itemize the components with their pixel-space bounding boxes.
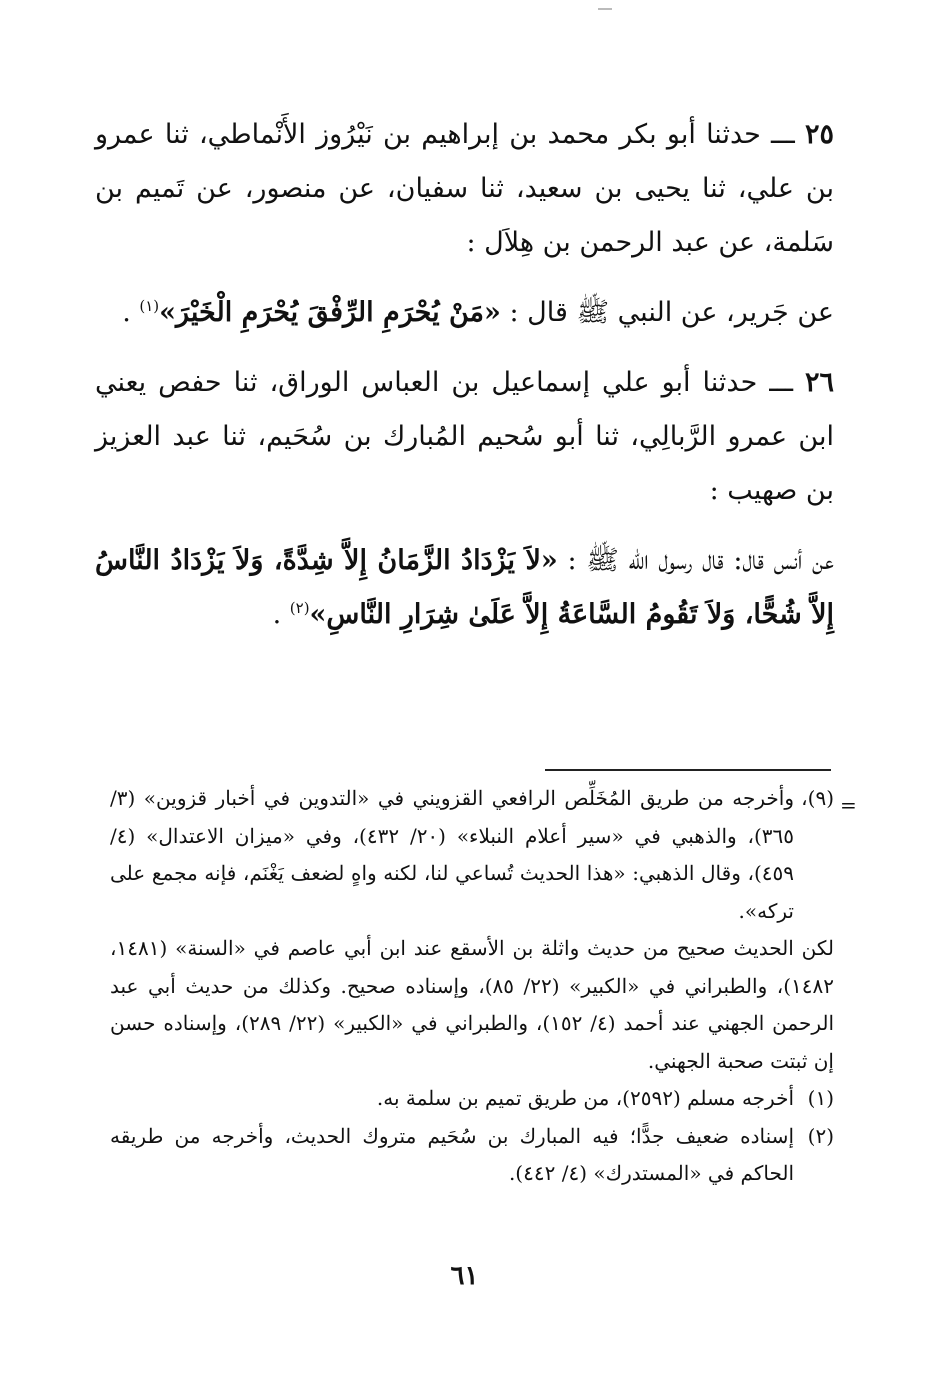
prophetic-text: «مَنْ يُحْرَمِ الرِّفْقَ يُحْرَمِ الْخَيْرَ» <box>159 297 501 328</box>
main-text <box>95 108 834 642</box>
sentence-end: . <box>272 599 290 630</box>
page-number: ٦١ <box>450 1261 479 1291</box>
matn-intro: عن أنس قال: قال رسول الله ﷺ : <box>557 545 834 576</box>
footnote-1 <box>110 1080 834 1118</box>
continuation-mark: = <box>840 793 857 817</box>
footnote-reference: (١) <box>139 297 160 315</box>
footnote-text: إسناده ضعيف جدًّا؛ فيه المبارك بن سُحَيم متروك الحديث، وأخرجه من طريقه الحاكم في «المستدرك» (٤/ ٤٤٢). <box>110 1123 794 1185</box>
footnote-text: أخرجه مسلم (٢٥٩٢)، من طريق تميم بن سلمة به. <box>376 1086 794 1110</box>
hadith-25-isnad <box>95 108 834 270</box>
footnote-continued-paragraph: لكن الحديث صحيح من حديث واثلة بن الأسقع عند ابن أبي عاصم في «السنة» (١٤٨١، ١٤٨٢)، والطبراني في «الكبير» (٢٢/ ٨٥)، وإسناده صحيح. وكذلك من حديث أبي عبد الرحمن الجهني عند أحمد (٤/ ١٥٢)، والطبراني في «الكبير» (٢٢/ ٢٨٩)، وإسناده حسن إن ثبتت صحبة الجهني. <box>110 936 834 1073</box>
isnad-text: ـــ حدثنا أبو بكر محمد بن إبراهيم بن نَيْرُوز الأَنْماطي، ثنا عمرو بن علي، ثنا يحيى بن سعيد، ثنا سفيان، عن منصور، عن تَميم بن سَلمة، عن عبد الرحمن بن هِلاَل : <box>95 119 834 258</box>
hadith-number: ٢٦ <box>804 367 834 398</box>
footnote-2 <box>110 1118 834 1193</box>
footnote-marker: (١) <box>807 1086 834 1110</box>
sentence-end: . <box>122 297 140 328</box>
footnote-continued <box>110 780 834 930</box>
footnote-marker: (٩)، <box>801 786 834 810</box>
hadith-26-isnad <box>95 356 834 518</box>
scan-mark <box>598 8 612 10</box>
prophetic-text: «لاَ يَزْدَادُ الزَّمَانُ إِلاَّ شِدَّةً، وَلاَ يَزْدَادُ النَّاسُ إِلاَّ شُحًّا، وَلاَ تَقُومُ السَّاعَةُ إِلاَّ عَلَىٰ شِرَارِ النَّاسِ» <box>95 545 834 630</box>
hadith-number: ٢٥ <box>804 119 834 150</box>
matn-intro: عن جَرير، عن النبي ﷺ قال : <box>500 297 834 328</box>
hadith-26-matn <box>95 534 834 642</box>
footnote-separator <box>545 769 831 771</box>
hadith-25-matn <box>95 286 834 340</box>
footnote-text: وأخرجه من طريق المُخَلِّص الرافعي القزويني في «التدوين في أخبار قزوين» (٣/ ٣٦٥)، والذهبي في «سير أعلام النبلاء» (٢٠/ ٤٣٢)، وفي «ميزان الاعتدال» (٤/ ٤٥٩)، وقال الذهبي: «هذا الحديث تُساعي لنا، لكنه واهٍ لضعف يَغْنَم، فإنه مجمع على تركه». <box>110 786 794 923</box>
footnote-reference: (٢) <box>289 599 310 617</box>
footnotes <box>110 780 834 1193</box>
isnad-text: ـــ حدثنا أبو علي إسماعيل بن العباس الوراق، ثنا حفص يعني ابن عمرو الرَّبالِي، ثنا أبو سُحيم المُبارك بن سُحَيم، ثنا عبد العزيز بن صهيب : <box>95 367 834 506</box>
footnote-marker: (٢) <box>807 1123 834 1148</box>
